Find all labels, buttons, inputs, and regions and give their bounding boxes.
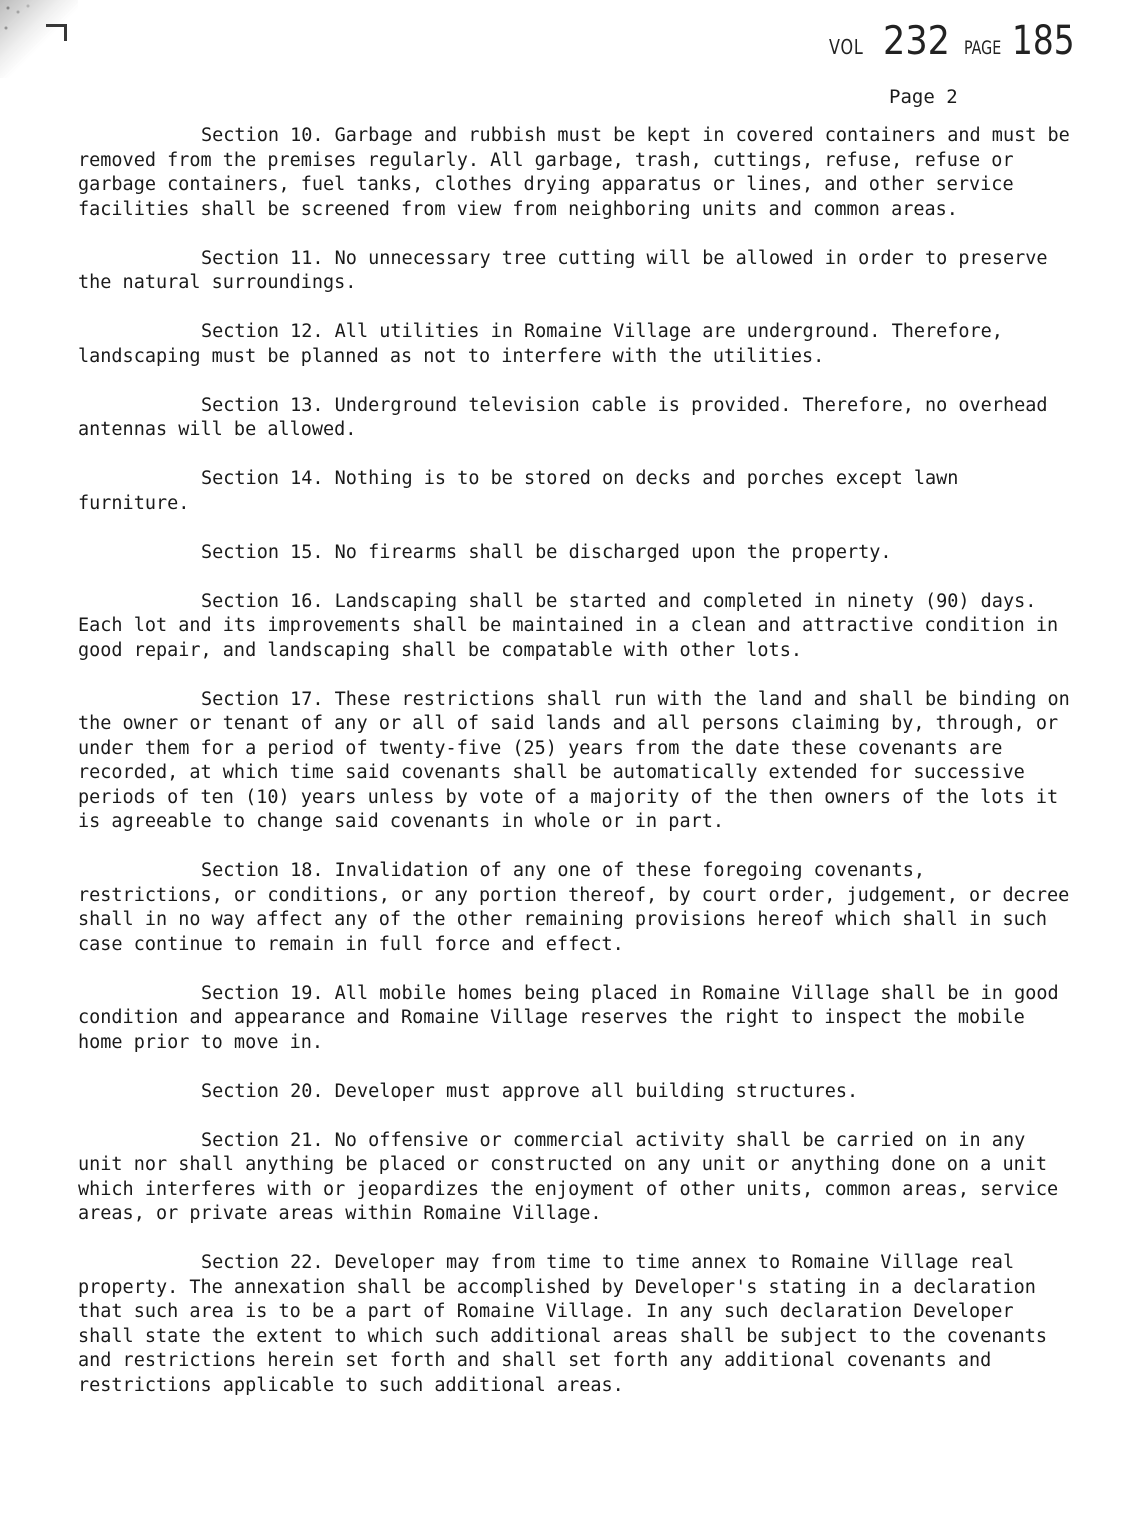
volume-label: VOL: [829, 35, 864, 59]
section-14: [78, 467, 1078, 516]
volume-page-stamp: [829, 18, 1088, 64]
section-13: [78, 394, 1078, 443]
section-label: Section 17.: [201, 688, 324, 710]
page-indicator: Page 2: [889, 86, 958, 108]
section-text: These restrictions shall run with the land and shall be binding on the owner or tenant of any or all of said lands and all persons claiming by, through, or under them for a period of twenty-five (25) years from the date these covenants are recorded, at which time said covenants shall be automatically extended for successive periods of ten (10) years unless by vote of a majority of the then owners of the lots it is agreeable to change said covenants in whole or in part.: [78, 688, 1070, 832]
section-21: [78, 1129, 1078, 1227]
section-label: Section 20.: [201, 1080, 324, 1102]
section-text: Developer may from time to time annex to Romaine Village real property. The annexation shall be accomplished by Developer's stating in a declaration that such area is to be a part of Romaine Village. In any such declaration Developer shall state the extent to which such additional areas shall be subject to the covenants and restrictions herein set forth and shall set forth any additional covenants and restrictions applicable to such additional areas.: [78, 1252, 1048, 1396]
section-label: Section 19.: [201, 982, 324, 1004]
section-text: No offensive or commercial activity shall be carried on in any unit nor shall anything be placed or constructed on any unit or anything done on a unit which interferes with or jeopardizes the enjoyment of other units, common areas, service areas, or private areas within Romaine Village.: [78, 1129, 1059, 1224]
section-label: Section 18.: [201, 860, 324, 881]
section-label: Section 21.: [201, 1129, 324, 1151]
section-text: Nothing is to be stored on decks and porches except lawn furniture.: [78, 468, 959, 514]
section-list: [78, 124, 1078, 1398]
section-20: [78, 1080, 1078, 1105]
section-12: [78, 320, 1078, 369]
page-label: PAGE: [964, 37, 1002, 59]
section-label: Section 15.: [201, 541, 324, 563]
section-16: [78, 590, 1078, 664]
section-text: Developer must approve all building structures.: [334, 1080, 859, 1102]
section-text: Garbage and rubbish must be kept in covered containers and must be removed from the premises regularly. All garbage, trash, cuttings, refuse, refuse or garbage containers, fuel tanks, clothes drying apparatus or lines, and other service facilities shall be screened from view from neighboring units and common areas.: [78, 125, 1070, 220]
volume-number: 232: [882, 19, 950, 64]
section-11: [78, 247, 1078, 296]
section-17: [78, 688, 1078, 835]
section-label: Section 11.: [201, 247, 324, 269]
section-label: Section 12.: [201, 321, 324, 342]
section-label: Section 22.: [201, 1252, 324, 1273]
section-text: No firearms shall be discharged upon the property.: [334, 541, 892, 563]
section-label: Section 14.: [201, 468, 324, 489]
section-text: All utilities in Romaine Village are underground. Therefore, landscaping must be planned as not to interfere with the utilities.: [78, 321, 1003, 367]
section-18: [78, 859, 1078, 957]
section-label: Section 10.: [201, 125, 324, 146]
section-text: Underground television cable is provided. Therefore, no overhead antennas will be allowed.: [78, 394, 1048, 440]
page-number: 185: [1011, 18, 1075, 64]
section-22: [78, 1251, 1078, 1398]
scan-corner-mark: [0, 0, 78, 78]
section-label: Section 16.: [201, 590, 324, 612]
section-19: [78, 982, 1078, 1056]
section-text: Landscaping shall be started and completed in ninety (90) days. Each lot and its improvements shall be maintained in a clean and attractive condition in good repair, and landscaping shall be compatable with other lots.: [78, 590, 1059, 661]
section-label: Section 13.: [201, 394, 324, 416]
section-text: All mobile homes being placed in Romaine Village shall be in good condition and appearance and Romaine Village reserves the right to inspect the mobile home prior to move in.: [78, 982, 1059, 1053]
section-text: No unnecessary tree cutting will be allowed in order to preserve the natural surroundings.: [78, 247, 1048, 293]
section-15: [78, 541, 1078, 566]
section-10: [78, 124, 1078, 222]
section-text: Invalidation of any one of these foregoing covenants, restrictions, or conditions, or any portion thereof, by court order, judgement, or decree shall in no way affect any of the other remaining provisions hereof which shall in such case continue to remain in full force and effect.: [78, 860, 1070, 955]
